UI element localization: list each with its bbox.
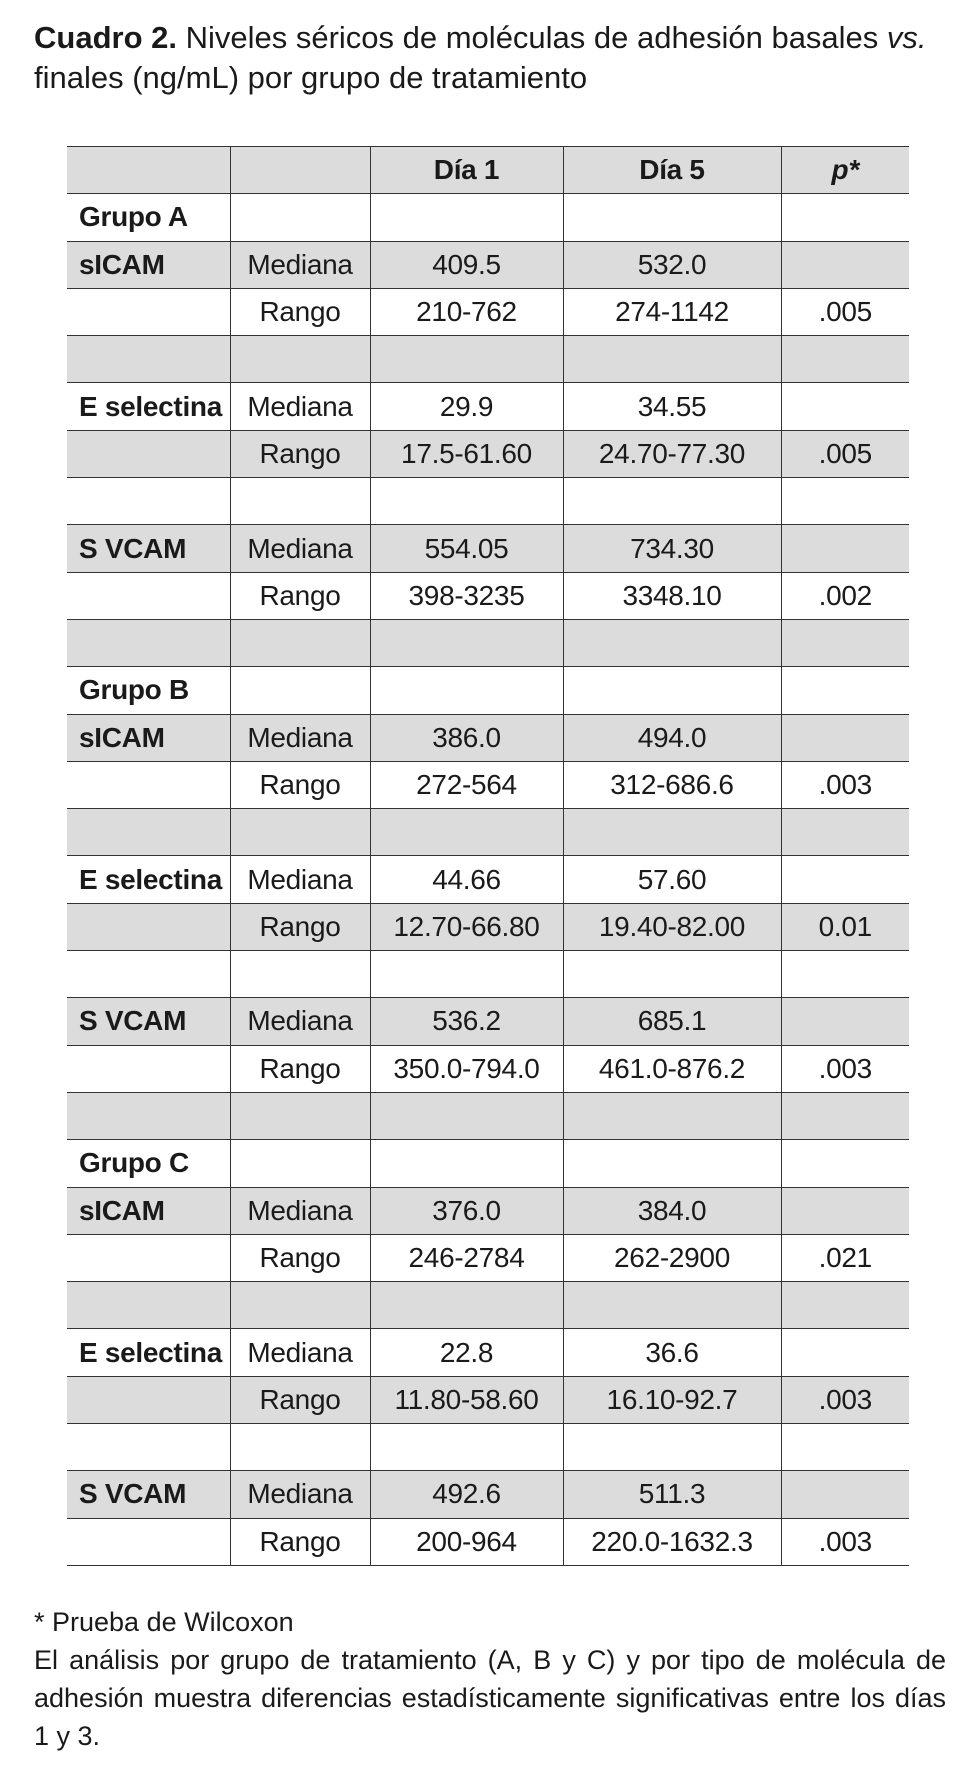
table-row <box>67 1282 909 1329</box>
header-cell-p: p* <box>781 147 909 194</box>
cell-day5: 3348.10 <box>563 572 781 619</box>
cell-molecule <box>67 478 230 525</box>
cell-p: .002 <box>781 572 909 619</box>
cell-molecule: sICAM <box>67 714 230 761</box>
cell-molecule <box>67 809 230 856</box>
cell-day1: 398-3235 <box>370 572 563 619</box>
cell-day5: 384.0 <box>563 1187 781 1234</box>
cell-p: .021 <box>781 1234 909 1281</box>
cell-molecule <box>67 1518 230 1565</box>
cell-statistic: Rango <box>230 288 370 335</box>
cell-p: .005 <box>781 288 909 335</box>
caption-label: Cuadro 2. <box>34 20 177 55</box>
cell-statistic <box>230 1424 370 1471</box>
cell-p <box>781 809 909 856</box>
cell-statistic: Mediana <box>230 856 370 903</box>
cell-day5 <box>563 336 781 383</box>
table-row <box>67 1518 909 1565</box>
table-row <box>67 1234 909 1281</box>
cell-p <box>781 525 909 572</box>
table-row <box>67 761 909 808</box>
cell-statistic: Mediana <box>230 1471 370 1518</box>
cell-molecule <box>67 430 230 477</box>
cell-molecule: S VCAM <box>67 525 230 572</box>
cell-day5: 734.30 <box>563 525 781 572</box>
cell-statistic: Mediana <box>230 1329 370 1376</box>
cell-day5 <box>563 194 781 241</box>
cell-day1 <box>370 619 563 666</box>
table-row <box>67 998 909 1045</box>
table-row <box>67 1471 909 1518</box>
cell-statistic: Mediana <box>230 383 370 430</box>
table-row <box>67 1140 909 1187</box>
cell-day1: 536.2 <box>370 998 563 1045</box>
caption-text-before: Niveles séricos de moléculas de adhesión basales <box>176 20 887 55</box>
table-row <box>67 667 909 714</box>
cell-p <box>781 619 909 666</box>
cell-p: .003 <box>781 1045 909 1092</box>
cell-day1 <box>370 667 563 714</box>
cell-day1: 386.0 <box>370 714 563 761</box>
cell-molecule: Grupo C <box>67 1140 230 1187</box>
cell-day1: 200-964 <box>370 1518 563 1565</box>
cell-statistic: Mediana <box>230 1187 370 1234</box>
cell-molecule <box>67 336 230 383</box>
cell-day1 <box>370 194 563 241</box>
cell-statistic <box>230 619 370 666</box>
cell-day5 <box>563 1282 781 1329</box>
cell-day1: 12.70-66.80 <box>370 903 563 950</box>
cell-day1: 492.6 <box>370 1471 563 1518</box>
table-row <box>67 1092 909 1139</box>
table-row <box>67 1424 909 1471</box>
cell-day1: 29.9 <box>370 383 563 430</box>
cell-molecule: S VCAM <box>67 1471 230 1518</box>
table-row <box>67 903 909 950</box>
table-header-row <box>67 147 909 194</box>
cell-day5: 461.0-876.2 <box>563 1045 781 1092</box>
table-caption <box>34 18 954 98</box>
cell-molecule <box>67 903 230 950</box>
cell-statistic: Rango <box>230 903 370 950</box>
cell-molecule: E selectina <box>67 383 230 430</box>
cell-statistic: Rango <box>230 1045 370 1092</box>
cell-statistic: Rango <box>230 1234 370 1281</box>
cell-day5: 34.55 <box>563 383 781 430</box>
cell-day5: 312-686.6 <box>563 761 781 808</box>
cell-statistic: Rango <box>230 761 370 808</box>
cell-statistic: Rango <box>230 430 370 477</box>
table-row <box>67 809 909 856</box>
cell-day5: 262-2900 <box>563 1234 781 1281</box>
cell-day5 <box>563 1092 781 1139</box>
cell-statistic: Mediana <box>230 998 370 1045</box>
table-row <box>67 856 909 903</box>
cell-statistic <box>230 478 370 525</box>
table-row <box>67 288 909 335</box>
table-row <box>67 383 909 430</box>
header-cell-day5: Día 5 <box>563 147 781 194</box>
cell-statistic <box>230 1282 370 1329</box>
cell-statistic <box>230 809 370 856</box>
cell-day1: 350.0-794.0 <box>370 1045 563 1092</box>
cell-p <box>781 1329 909 1376</box>
cell-p: .003 <box>781 1376 909 1423</box>
cell-day1: 22.8 <box>370 1329 563 1376</box>
cell-day5: 494.0 <box>563 714 781 761</box>
cell-p <box>781 856 909 903</box>
table-row <box>67 336 909 383</box>
table-row <box>67 525 909 572</box>
table-row <box>67 1329 909 1376</box>
table-row <box>67 1187 909 1234</box>
cell-p <box>781 998 909 1045</box>
footnote: * Prueba de Wilcoxon <box>34 1607 294 1637</box>
cell-molecule <box>67 1424 230 1471</box>
cell-p <box>781 241 909 288</box>
cell-molecule: Grupo B <box>67 667 230 714</box>
notes-body: El análisis por grupo de tratamiento (A, B y C) y por tipo de molécula de adhesión muestra diferencias estadísticamente significativas entre los días 1 y 3. <box>34 1645 946 1751</box>
cell-day1 <box>370 1282 563 1329</box>
table-row <box>67 714 909 761</box>
caption-italic: vs. <box>886 20 927 55</box>
cell-molecule <box>67 951 230 998</box>
cell-p <box>781 714 909 761</box>
table-row <box>67 1045 909 1092</box>
cell-statistic <box>230 951 370 998</box>
cell-p <box>781 1187 909 1234</box>
cell-molecule <box>67 761 230 808</box>
cell-day5: 274-1142 <box>563 288 781 335</box>
cell-molecule <box>67 1376 230 1423</box>
caption-text-after: finales (ng/mL) por grupo de tratamiento <box>34 60 588 95</box>
cell-molecule: E selectina <box>67 856 230 903</box>
cell-day5: 511.3 <box>563 1471 781 1518</box>
cell-statistic <box>230 1092 370 1139</box>
cell-p <box>781 1471 909 1518</box>
data-table <box>67 146 909 1566</box>
cell-molecule <box>67 1045 230 1092</box>
cell-day5: 36.6 <box>563 1329 781 1376</box>
cell-day5 <box>563 1140 781 1187</box>
table-notes <box>34 1603 946 1755</box>
cell-day5 <box>563 478 781 525</box>
cell-molecule <box>67 288 230 335</box>
cell-day5: 685.1 <box>563 998 781 1045</box>
header-cell-molecule <box>67 147 230 194</box>
cell-p <box>781 478 909 525</box>
cell-day1 <box>370 809 563 856</box>
cell-statistic: Mediana <box>230 714 370 761</box>
cell-statistic <box>230 667 370 714</box>
table-row <box>67 430 909 477</box>
cell-day5 <box>563 619 781 666</box>
cell-statistic: Rango <box>230 1518 370 1565</box>
cell-day5: 57.60 <box>563 856 781 903</box>
cell-day1 <box>370 1092 563 1139</box>
cell-day1: 409.5 <box>370 241 563 288</box>
table-row <box>67 619 909 666</box>
cell-statistic <box>230 194 370 241</box>
cell-p: 0.01 <box>781 903 909 950</box>
cell-day5: 16.10-92.7 <box>563 1376 781 1423</box>
cell-molecule <box>67 619 230 666</box>
cell-molecule: E selectina <box>67 1329 230 1376</box>
cell-day5 <box>563 667 781 714</box>
cell-p <box>781 336 909 383</box>
cell-statistic: Rango <box>230 572 370 619</box>
cell-day1: 272-564 <box>370 761 563 808</box>
cell-day1: 246-2784 <box>370 1234 563 1281</box>
cell-day5 <box>563 1424 781 1471</box>
cell-day5 <box>563 809 781 856</box>
header-cell-day1: Día 1 <box>370 147 563 194</box>
cell-p <box>781 1424 909 1471</box>
cell-p: .005 <box>781 430 909 477</box>
table-row <box>67 478 909 525</box>
cell-molecule: sICAM <box>67 1187 230 1234</box>
cell-statistic: Mediana <box>230 525 370 572</box>
cell-statistic <box>230 1140 370 1187</box>
cell-day1: 554.05 <box>370 525 563 572</box>
cell-day1 <box>370 478 563 525</box>
header-cell-statistic <box>230 147 370 194</box>
cell-day1: 11.80-58.60 <box>370 1376 563 1423</box>
cell-day1 <box>370 951 563 998</box>
cell-molecule: S VCAM <box>67 998 230 1045</box>
cell-day5: 220.0-1632.3 <box>563 1518 781 1565</box>
cell-day5: 19.40-82.00 <box>563 903 781 950</box>
table-row <box>67 194 909 241</box>
table-row <box>67 1376 909 1423</box>
table-row <box>67 572 909 619</box>
cell-day5: 532.0 <box>563 241 781 288</box>
cell-p <box>781 1092 909 1139</box>
cell-p <box>781 1282 909 1329</box>
cell-p <box>781 951 909 998</box>
cell-day1 <box>370 1140 563 1187</box>
cell-p <box>781 667 909 714</box>
cell-day1: 44.66 <box>370 856 563 903</box>
cell-molecule <box>67 1234 230 1281</box>
cell-day5: 24.70-77.30 <box>563 430 781 477</box>
cell-day1: 210-762 <box>370 288 563 335</box>
table-row <box>67 241 909 288</box>
cell-molecule <box>67 1092 230 1139</box>
cell-statistic <box>230 336 370 383</box>
cell-p <box>781 383 909 430</box>
cell-day1 <box>370 1424 563 1471</box>
cell-day1: 376.0 <box>370 1187 563 1234</box>
cell-p: .003 <box>781 1518 909 1565</box>
table-row <box>67 951 909 998</box>
cell-day1 <box>370 336 563 383</box>
cell-molecule: sICAM <box>67 241 230 288</box>
cell-p <box>781 194 909 241</box>
cell-day1: 17.5-61.60 <box>370 430 563 477</box>
cell-molecule: Grupo A <box>67 194 230 241</box>
cell-molecule <box>67 1282 230 1329</box>
table-body <box>67 147 909 1566</box>
cell-molecule <box>67 572 230 619</box>
cell-p <box>781 1140 909 1187</box>
cell-statistic: Rango <box>230 1376 370 1423</box>
cell-statistic: Mediana <box>230 241 370 288</box>
cell-day5 <box>563 951 781 998</box>
cell-p: .003 <box>781 761 909 808</box>
